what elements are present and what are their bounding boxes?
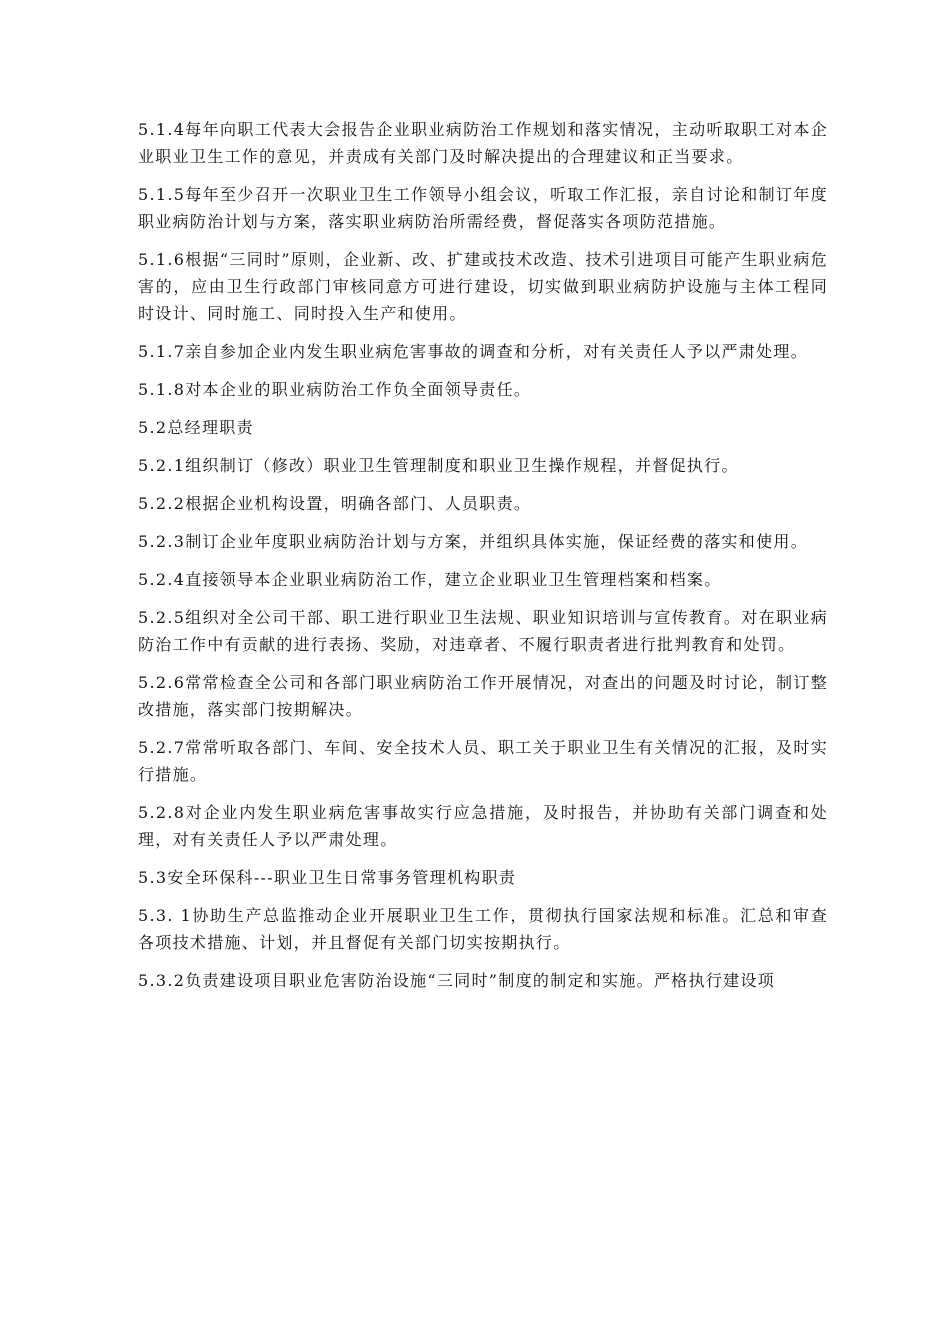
section-heading-5-2: 5.2总经理职责 <box>138 418 254 437</box>
paragraph-5-2-3: 5.2.3制订企业年度职业病防治计划与方案，并组织具体实施，保证经费的落实和使用。 <box>138 532 809 551</box>
paragraph-5-2-6: 5.2.6常常检查全公司和各部门职业病防治工作开展情况，对查出的问题及时讨论，制订整改措施，落实部门按期解决。 <box>138 673 828 719</box>
paragraph-5-2-5: 5.2.5组织对全公司干部、职工进行职业卫生法规、职业知识培训与宣传教育。对在职业病防治工作中有贡献的进行表扬、奖励，对违章者、不履行职责者进行批判教育和处罚。 <box>138 608 828 654</box>
paragraph-5-2-1: 5.2.1组织制订（修改）职业卫生管理制度和职业卫生操作规程，并督促执行。 <box>138 456 739 475</box>
document-body <box>138 116 828 1005</box>
paragraph-5-1-7: 5.1.7亲自参加企业内发生职业病危害事故的调查和分析，对有关责任人予以严肃处理。 <box>138 342 809 361</box>
paragraph-5-2-4: 5.2.4直接领导本企业职业病防治工作，建立企业职业卫生管理档案和档案。 <box>138 570 722 589</box>
paragraph-5-3-1: 5.3. 1协助生产总监推动企业开展职业卫生工作，贯彻执行国家法规和标准。汇总和审查各项技术措施、计划，并且督促有关部门切实按期执行。 <box>138 906 828 952</box>
section-heading-5-3: 5.3安全环保科---职业卫生日常事务管理机构职责 <box>138 868 517 887</box>
paragraph-5-1-5: 5.1.5每年至少召开一次职业卫生工作领导小组会议，听取工作汇报，亲自讨论和制订年度职业病防治计划与方案，落实职业病防治所需经费，督促落实各项防范措施。 <box>138 185 828 231</box>
paragraph-5-1-8: 5.1.8对本企业的职业病防治工作负全面领导责任。 <box>138 380 532 399</box>
paragraph-5-1-6: 5.1.6根据“三同时”原则，企业新、改、扩建或技术改造、技术引进项目可能产生职业病危害的，应由卫生行政部门审核同意方可进行建设，切实做到职业病防护设施与主体工程同时设计、同时施工、同时投入生产和使用。 <box>138 250 828 323</box>
paragraph-5-2-7: 5.2.7常常听取各部门、车间、安全技术人员、职工关于职业卫生有关情况的汇报，及时实行措施。 <box>138 738 828 784</box>
paragraph-5-1-4: 5.1.4每年向职工代表大会报告企业职业病防治工作规划和落实情况，主动听取职工对本企业职业卫生工作的意见，并责成有关部门及时解决提出的合理建议和正当要求。 <box>138 120 828 166</box>
paragraph-5-2-8: 5.2.8对企业内发生职业病危害事故实行应急措施，及时报告，并协助有关部门调查和处理，对有关责任人予以严肃处理。 <box>138 803 828 849</box>
paragraph-5-3-2: 5.3.2负责建设项目职业危害防治设施“三同时”制度的制定和实施。严格执行建设项 <box>138 971 776 990</box>
paragraph-5-2-2: 5.2.2根据企业机构设置，明确各部门、人员职责。 <box>138 494 532 513</box>
